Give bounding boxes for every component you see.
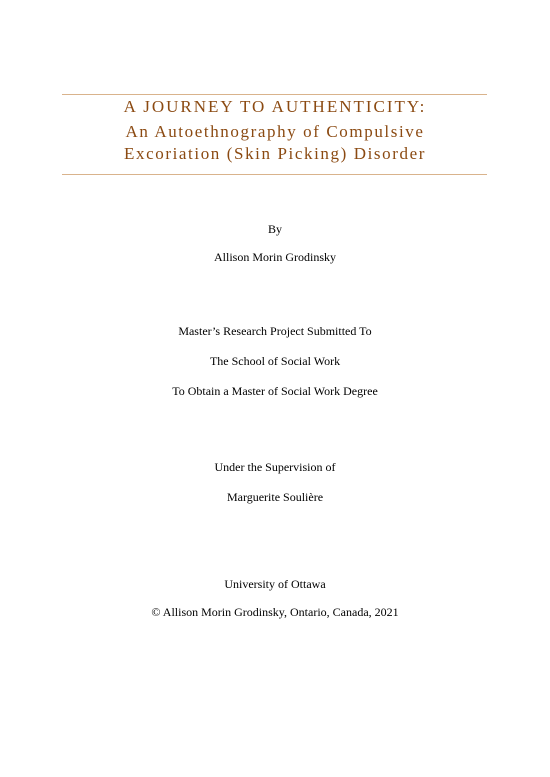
submission-line-1: Master’s Research Project Submitted To xyxy=(178,324,372,338)
thesis-title: A JOURNEY TO AUTHENTICITY: xyxy=(123,97,427,116)
thesis-subtitle-line-2: Excoriation (Skin Picking) Disorder xyxy=(124,144,426,163)
author-name: Allison Morin Grodinsky xyxy=(213,250,336,264)
submission-line-2: The School of Social Work xyxy=(209,354,341,368)
supervision-label: Under the Supervision of xyxy=(214,460,336,474)
title-top-rule xyxy=(62,94,487,95)
copyright-notice: © Allison Morin Grodinsky, Ontario, Canada, 2021 xyxy=(151,605,399,619)
submission-line-3: To Obtain a Master of Social Work Degree xyxy=(172,384,378,398)
by-label: By xyxy=(267,222,282,236)
supervisor-name: Marguerite Soulière xyxy=(226,490,324,504)
university-name: University of Ottawa xyxy=(224,577,326,591)
thesis-subtitle-line-1: An Autoethnography of Compulsive xyxy=(125,122,425,141)
title-bottom-rule xyxy=(62,174,487,175)
thesis-subtitle xyxy=(0,121,550,165)
